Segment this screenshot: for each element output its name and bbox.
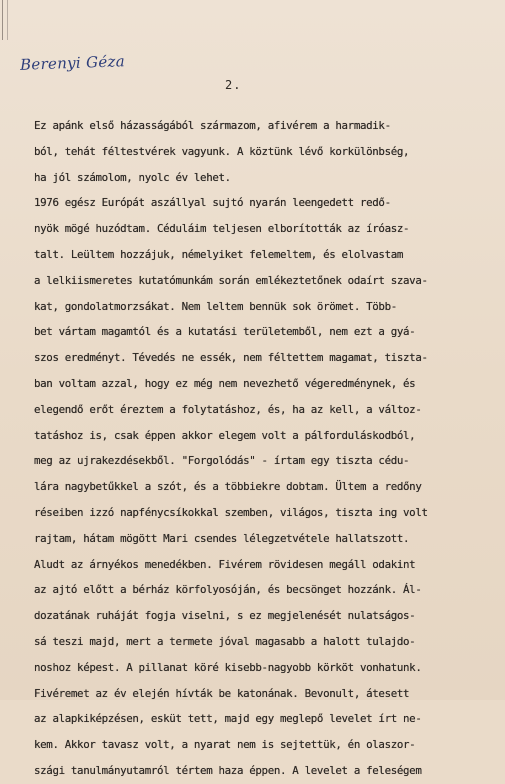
text-line: meg az ujrakezdésekből. "Forgolódás" - írtam egy tiszta cédu- bbox=[34, 454, 410, 468]
text-line: ban voltam azzal, hogy ez még nem nevezhető végeredménynek, és bbox=[34, 376, 416, 390]
text-line: Aludt az árnyékos menedékben. Fivérem rövidesen megáll odakint bbox=[34, 557, 416, 571]
text-line: lára nagybetűkkel a szót, és a többiekre dobtam. Ültem a redőny bbox=[34, 480, 422, 494]
text-line: kat, gondolatmorzsákat. Nem leltem bennük sok örömet. Több- bbox=[34, 299, 397, 313]
text-line: szos eredményt. Tévedés ne essék, nem féltettem magamat, tiszta- bbox=[34, 351, 428, 365]
staple-binding-mark bbox=[2, 0, 8, 40]
text-line: sá teszi majd, mert a termete jóval magasabb a halott tulajdo- bbox=[34, 634, 416, 648]
text-line: réseiben izzó napfénycsíkokkal szemben, világos, tiszta ing volt bbox=[34, 505, 428, 519]
text-line: az ajtó előtt a bérház körfolyosóján, és becsönget hozzánk. Ál- bbox=[34, 583, 422, 597]
text-line: kem. Akkor tavasz volt, a nyarat nem is sejtettük, én olaszor- bbox=[34, 738, 416, 752]
text-line: a lelkiismeretes kutatómunkám során emlékeztetőnek odaírt szava- bbox=[34, 273, 428, 287]
text-line: ha jól számolom, nyolc év lehet. bbox=[34, 170, 231, 184]
text-line: noshoz képest. A pillanat köré kisebb-nagyobb körköt vonhatunk. bbox=[34, 660, 422, 674]
text-line: elegendő erőt éreztem a folytatáshoz, és, ha az kell, a változ- bbox=[34, 402, 422, 416]
text-line: bet vártam magamtól és a kutatási területemből, nem ezt a gyá- bbox=[34, 325, 416, 339]
text-line: dozatának ruháját fogja viselni, s ez megjelenését nulatságos- bbox=[34, 609, 416, 623]
text-line: Ez apánk első házasságából származom, afivérem a harmadik- bbox=[34, 119, 391, 132]
text-line: rajtam, hátam mögött Mari csendes lélegzetvétele hallatszott. bbox=[34, 531, 410, 545]
text-line: szági tanulmányutamról tértem haza éppen. A levelet a feleségem bbox=[34, 763, 422, 777]
text-line: tatáshoz is, csak éppen akkor elegem volt a pálforduláskodból, bbox=[34, 428, 416, 442]
text-line: Fivéremet az év elején hívták be katonának. Bevonult, átesett bbox=[34, 686, 410, 700]
page-number: 2. bbox=[225, 78, 242, 92]
typewritten-text-block bbox=[34, 113, 474, 784]
text-line: nyök mögé huzódtam. Céduláim teljesen elborították az íróasz- bbox=[34, 222, 410, 236]
text-line: 1976 egész Európát aszállyal sujtó nyarán leengedett redő- bbox=[34, 196, 391, 210]
text-line: az alapkiképzésen, esküt tett, majd egy meglepő levelet írt ne- bbox=[34, 712, 422, 726]
text-line: talt. Leültem hozzájuk, némelyiket felemeltem, és elolvastam bbox=[34, 247, 404, 261]
text-line: ból, tehát féltestvérek vagyunk. A köztünk lévő korkülönbség, bbox=[34, 144, 410, 158]
handwritten-signature: Berenyi Géza bbox=[19, 52, 126, 74]
